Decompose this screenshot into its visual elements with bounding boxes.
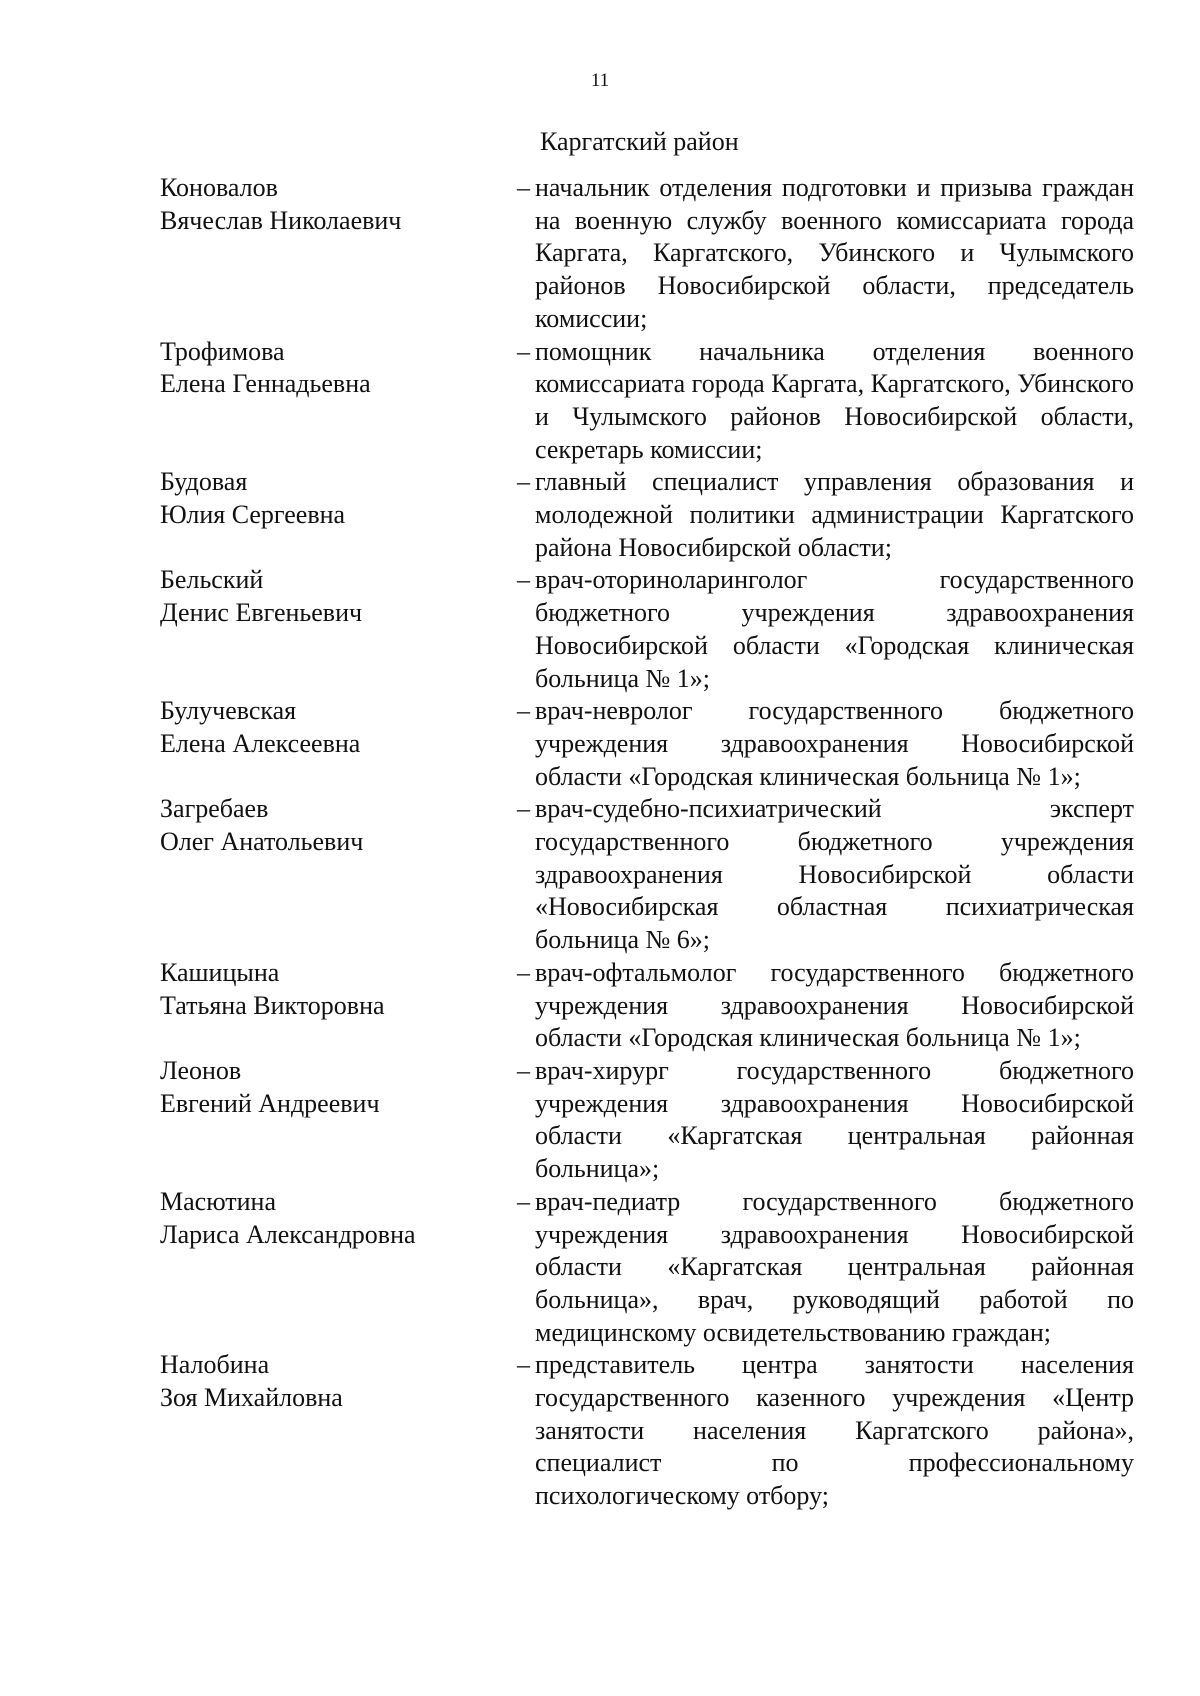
member-surname: Масютина	[160, 1186, 277, 1216]
member-role: врач-педиатр государственного бюджетного учреждения здравоохранения Новосибирской области «Каргатская центральная районная больница», врач, руководящий работой по медицинскому освидетельствованию граждан;	[535, 1186, 1134, 1347]
dash: –	[517, 173, 530, 202]
dash: –	[517, 696, 530, 726]
member-given-names: Лариса Александровна	[160, 1219, 416, 1249]
member-role: врач-офтальмолог государственного бюджетного учреждения здравоохранения Новосибирской области «Городская клиническая больница № 1»;	[535, 957, 1134, 1053]
member-surname: Налобина	[160, 1350, 270, 1380]
member-entry	[160, 336, 1134, 467]
member-role: начальник отделения подготовки и призыва граждан на военную службу военного комиссариата города Каргата, Каргатского, Убинского и Чулымского районов Новосибирской области, председатель комиссии;	[535, 173, 1134, 333]
page-number: 11	[590, 70, 610, 91]
member-given-names: Елена Геннадьевна	[160, 369, 371, 399]
member-role: врач-оториноларинголог государственного бюджетного учреждения здравоохранения Новосибирской области «Городская клиническая больница № 1»;	[535, 565, 1134, 693]
member-entry	[160, 1349, 1134, 1513]
member-entry	[160, 564, 1134, 695]
member-role: врач-невролог государственного бюджетного учреждения здравоохранения Новосибирской области «Городская клиническая больница № 1»;	[535, 696, 1134, 791]
member-name	[160, 793, 500, 957]
member-entry	[160, 172, 1134, 336]
member-given-names: Евгений Андреевич	[160, 1088, 380, 1118]
member-given-names: Олег Анатольевич	[160, 827, 364, 857]
member-name	[160, 336, 500, 467]
member-role: помощник начальника отделения военного комиссариата города Каргата, Каргатского, Убинского и Чулымского районов Новосибирской области, секретарь комиссии;	[535, 336, 1134, 464]
member-role: представитель центра занятости населения государственного казенного учреждения «Центр занятости населения Каргатского района», специалист по профессиональному психологическому отбору;	[535, 1350, 1134, 1511]
member-surname: Будовая	[160, 467, 248, 497]
member-name	[160, 1349, 500, 1513]
member-name	[160, 1186, 500, 1350]
commission-members-list	[160, 172, 1134, 1513]
dash: –	[517, 565, 530, 595]
member-given-names: Юлия Сергеевна	[160, 500, 346, 530]
member-entry	[160, 695, 1134, 793]
member-entry	[160, 1186, 1134, 1350]
member-given-names: Татьяна Викторовна	[160, 990, 385, 1020]
member-surname: Коновалов	[160, 173, 278, 202]
member-role: врач-судебно-психиатрический эксперт государственного бюджетного учреждения здравоохранения Новосибирской области «Новосибирская областная психиатрическая больница № 6»;	[535, 794, 1134, 955]
member-given-names: Зоя Михайловна	[160, 1383, 343, 1413]
member-entry	[160, 793, 1134, 957]
member-name	[160, 172, 500, 336]
member-given-names: Елена Алексеевна	[160, 728, 361, 758]
member-surname: Бельский	[160, 565, 264, 595]
member-given-names: Денис Евгеньевич	[160, 598, 363, 628]
member-surname: Леонов	[160, 1055, 242, 1085]
member-entry	[160, 957, 1134, 1055]
member-name	[160, 695, 500, 793]
dash: –	[517, 1055, 530, 1085]
dash: –	[517, 467, 530, 497]
member-surname: Булучевская	[160, 696, 297, 726]
member-entry	[160, 466, 1134, 564]
member-name	[160, 564, 500, 695]
member-name	[160, 466, 500, 564]
member-role: врач-хирург государственного бюджетного учреждения здравоохранения Новосибирской области «Каргатская центральная районная больница»;	[535, 1055, 1134, 1184]
member-surname: Трофимова	[160, 336, 285, 366]
member-surname: Кашицына	[160, 957, 280, 987]
dash: –	[517, 957, 530, 987]
member-name	[160, 957, 500, 1055]
member-given-names: Вячеслав Николаевич	[160, 205, 402, 235]
member-role: главный специалист управления образования и молодежной политики администрации Каргатского района Новосибирской области;	[535, 467, 1134, 562]
member-entry	[160, 1055, 1134, 1186]
dash: –	[517, 1186, 530, 1216]
district-title: Каргатский район	[540, 127, 739, 156]
dash: –	[517, 794, 530, 824]
member-surname: Загребаев	[160, 794, 269, 824]
dash: –	[517, 1350, 530, 1380]
dash: –	[517, 336, 530, 366]
member-name	[160, 1055, 500, 1186]
